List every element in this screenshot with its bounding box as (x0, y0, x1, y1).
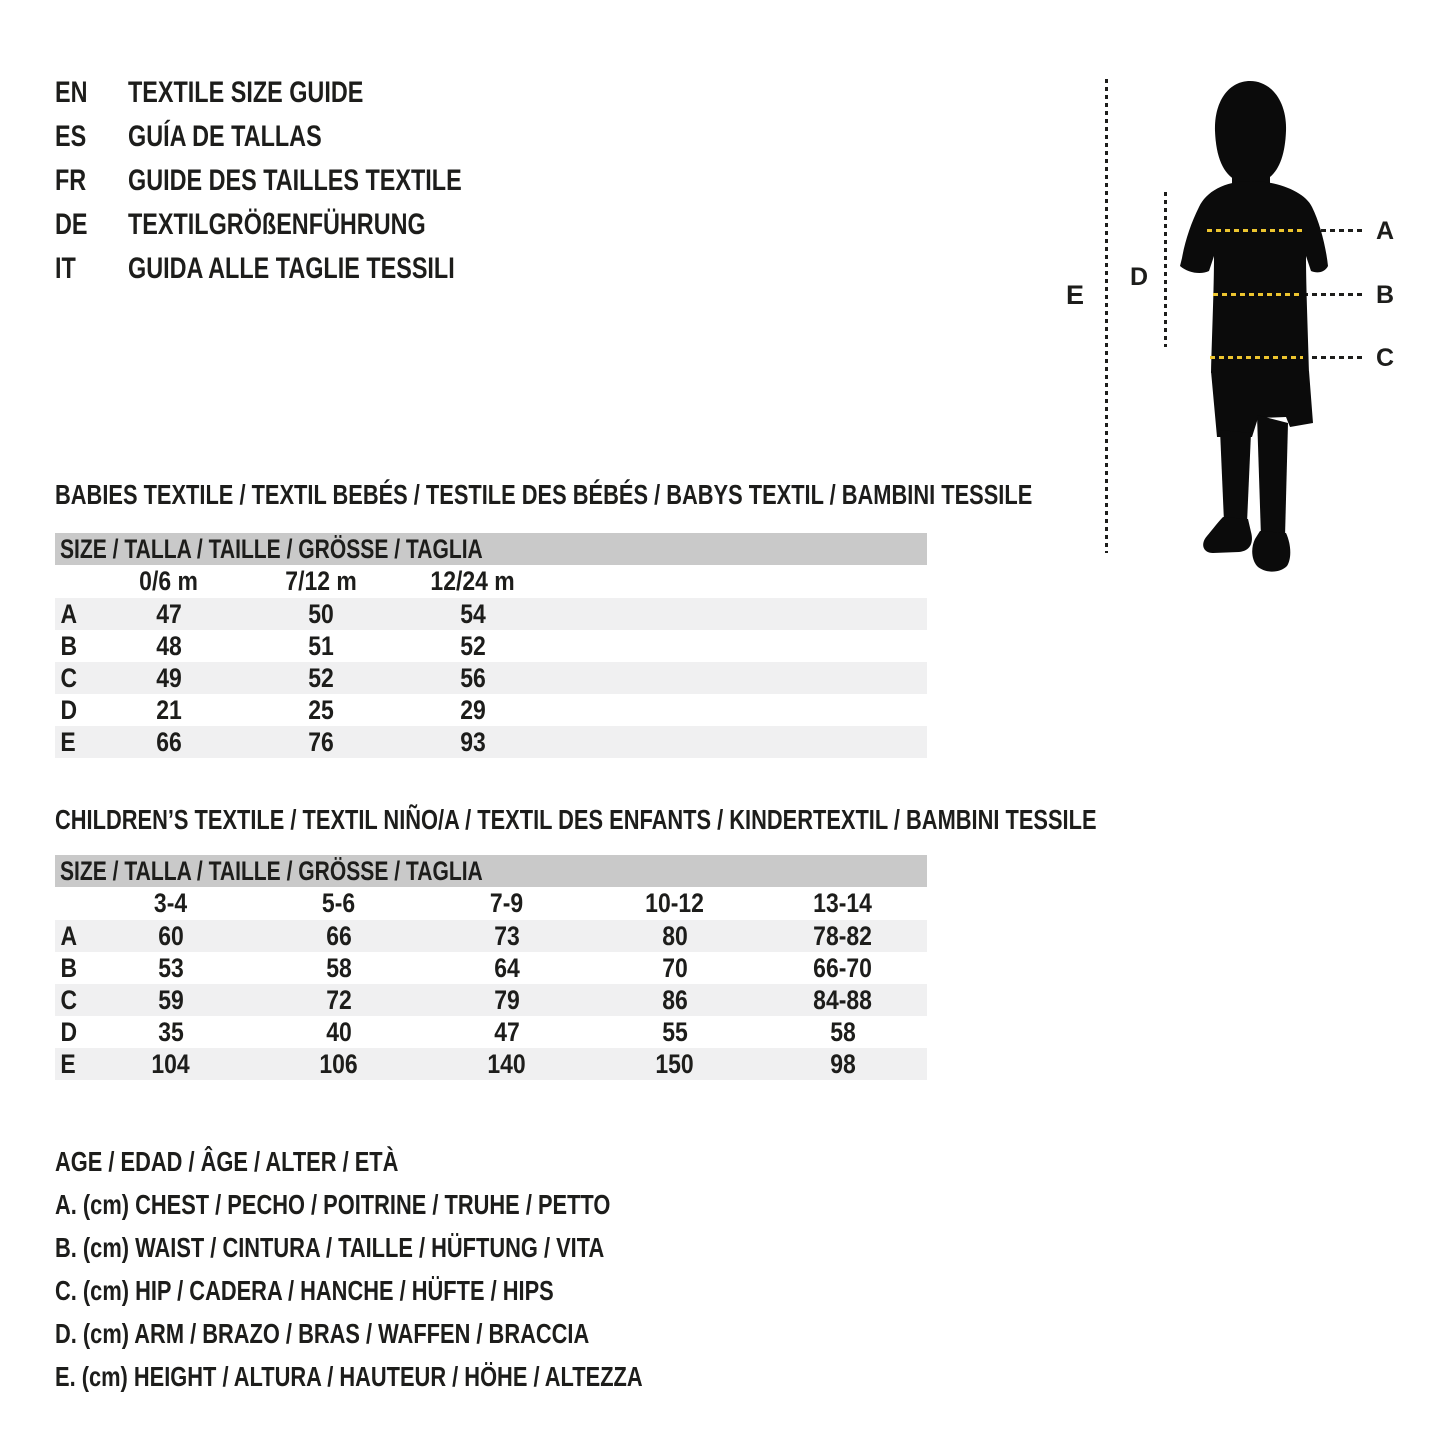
legend-arm-line: D. (cm) ARM / BRAZO / BRAS / WAFFEN / BRACCIA (55, 1318, 590, 1349)
chest-measure-dashes (1207, 229, 1303, 232)
babies-section-title: BABIES TEXTILE / TEXTIL BEBÉS / TESTILE DES BÉBÉS / BABYS TEXTIL / BAMBINI TESSILE (55, 479, 1033, 510)
row-label: B (60, 953, 78, 983)
language-title-block (55, 71, 556, 291)
lang-row-en (55, 71, 556, 115)
legend-hip-line: C. (cm) HIP / CADERA / HANCHE / HÜFTE / HIPS (55, 1275, 554, 1306)
chest-label: A (1376, 217, 1395, 245)
row-label: A (60, 599, 78, 629)
lang-code-it: IT (55, 252, 76, 285)
children-col-7-9: 7-9 (490, 888, 524, 918)
silhouette-left-leg (1220, 430, 1251, 523)
lang-code-fr: FR (55, 164, 87, 197)
height-label: E (1066, 280, 1085, 310)
children-section-title: CHILDREN’S TEXTILE / TEXTIL NIÑO/A / TEXTIL DES ENFANTS / KINDERTEXTIL / BAMBINI TESSILE (55, 804, 1097, 835)
children-row-e: E 104 106 140 150 98 (55, 1048, 927, 1080)
silhouette-left-shoe (1203, 517, 1252, 553)
arm-label: D (1130, 263, 1149, 291)
children-size-table (55, 855, 927, 1080)
row-label: C (60, 985, 78, 1015)
babies-column-header-row (55, 565, 927, 598)
babies-col-7-12m: 7/12 m (285, 566, 357, 596)
waist-label: B (1376, 281, 1395, 309)
children-row-b: B 53 58 64 70 66-70 (55, 952, 927, 984)
silhouette-shirt (1180, 181, 1328, 373)
legend-waist-line: B. (cm) WAIST / CINTURA / TAILLE / HÜFTUNG / VITA (55, 1232, 605, 1263)
hip-label: C (1376, 344, 1395, 372)
children-row-d: D 35 40 47 55 58 (55, 1016, 927, 1048)
babies-row-b: B 48 51 52 (55, 630, 927, 662)
lang-title-es: GUÍA DE TALLAS (128, 120, 322, 153)
hip-measure-dashes (1210, 356, 1303, 359)
babies-col-12-24m: 12/24 m (430, 566, 516, 596)
row-label: D (60, 695, 78, 725)
lang-row-de (55, 203, 556, 247)
children-column-header-row (55, 887, 927, 920)
babies-size-table (55, 533, 927, 758)
row-label: E (60, 1049, 76, 1079)
babies-row-e: E 66 76 93 (55, 726, 927, 758)
waist-measure-dashes (1213, 293, 1299, 296)
legend-chest-line: A. (cm) CHEST / PECHO / POITRINE / TRUHE / PETTO (55, 1189, 611, 1220)
children-corner-cell (55, 887, 87, 920)
row-label: A (60, 921, 78, 951)
children-row-a: A 60 66 73 80 78-82 (55, 920, 927, 952)
row-label: D (60, 1017, 78, 1047)
children-size-header-bar: SIZE / TALLA / TAILLE / GRÖSSE / TAGLIA (55, 855, 927, 887)
silhouette-right-leg (1257, 415, 1288, 537)
lang-row-it (55, 247, 556, 291)
children-row-c: C 59 72 79 86 84-88 (55, 984, 927, 1016)
lang-title-en: TEXTILE SIZE GUIDE (128, 76, 364, 109)
babies-size-header-bar: SIZE / TALLA / TAILLE / GRÖSSE / TAGLIA (55, 533, 927, 565)
children-col-10-12: 10-12 (645, 888, 705, 918)
babies-row-c: C 49 52 56 (55, 662, 927, 694)
row-label: C (60, 663, 78, 693)
lang-title-it: GUIDA ALLE TAGLIE TESSILI (128, 252, 455, 285)
lang-code-en: EN (55, 76, 88, 109)
measurement-legend (55, 1140, 808, 1398)
row-label: E (60, 727, 76, 757)
babies-row-a: A 47 50 54 (55, 598, 927, 630)
babies-row-d: D 21 25 29 (55, 694, 927, 726)
lang-row-es (55, 115, 556, 159)
babies-corner-cell (55, 565, 93, 598)
lang-row-fr (55, 159, 556, 203)
legend-age-line: AGE / EDAD / ÂGE / ALTER / ETÀ (55, 1146, 399, 1177)
children-col-13-14: 13-14 (813, 888, 873, 918)
lang-title-fr: GUIDE DES TAILLES TEXTILE (128, 164, 462, 197)
lang-title-de: TEXTILGRÖßENFÜHRUNG (128, 208, 426, 241)
children-col-5-6: 5-6 (322, 888, 356, 918)
lang-code-de: DE (55, 208, 88, 241)
legend-height-line: E. (cm) HEIGHT / ALTURA / HAUTEUR / HÖHE / ALTEZZA (55, 1361, 643, 1392)
babies-col-0-6m: 0/6 m (139, 566, 199, 596)
child-silhouette (1160, 75, 1360, 575)
children-col-3-4: 3-4 (154, 888, 188, 918)
row-label: B (60, 631, 78, 661)
lang-code-es: ES (55, 120, 87, 153)
silhouette-right-shoe (1252, 531, 1290, 572)
